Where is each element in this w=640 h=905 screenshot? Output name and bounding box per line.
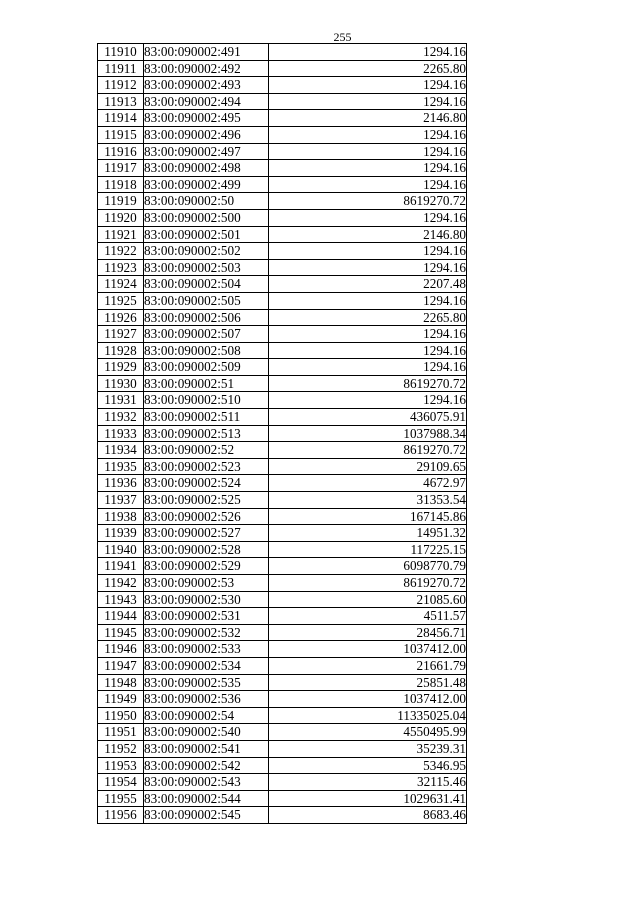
row-number-cell: 11950	[98, 707, 144, 724]
cadastral-number-cell: 83:00:090002:525	[144, 492, 269, 509]
row-number-cell: 11945	[98, 624, 144, 641]
row-number-cell: 11928	[98, 342, 144, 359]
cadastral-value-cell: 1294.16	[269, 160, 467, 177]
table-row	[98, 77, 467, 94]
cadastral-value-cell: 1037412.00	[269, 641, 467, 658]
cadastral-number-cell: 83:00:090002:542	[144, 757, 269, 774]
table-row	[98, 359, 467, 376]
cadastral-number-cell: 83:00:090002:535	[144, 674, 269, 691]
cadastral-value-cell: 35239.31	[269, 740, 467, 757]
cadastral-number-cell: 83:00:090002:503	[144, 259, 269, 276]
cadastral-value-cell: 8619270.72	[269, 442, 467, 459]
cadastral-number-cell: 83:00:090002:506	[144, 309, 269, 326]
table-row	[98, 707, 467, 724]
row-number-cell: 11940	[98, 541, 144, 558]
table-row	[98, 757, 467, 774]
cadastral-value-cell: 8619270.72	[269, 193, 467, 210]
cadastral-value-cell: 32115.46	[269, 774, 467, 791]
cadastral-number-cell: 83:00:090002:529	[144, 558, 269, 575]
table-row	[98, 608, 467, 625]
row-number-cell: 11916	[98, 143, 144, 160]
row-number-cell: 11929	[98, 359, 144, 376]
cadastral-value-cell: 6098770.79	[269, 558, 467, 575]
row-number-cell: 11912	[98, 77, 144, 94]
row-number-cell: 11914	[98, 110, 144, 127]
row-number-cell: 11926	[98, 309, 144, 326]
row-number-cell: 11930	[98, 375, 144, 392]
table-row	[98, 807, 467, 824]
cadastral-number-cell: 83:00:090002:528	[144, 541, 269, 558]
row-number-cell: 11924	[98, 276, 144, 293]
cadastral-number-cell: 83:00:090002:510	[144, 392, 269, 409]
table-row	[98, 541, 467, 558]
cadastral-value-cell: 1294.16	[269, 259, 467, 276]
table-row	[98, 392, 467, 409]
cadastral-value-cell: 1294.16	[269, 126, 467, 143]
table-row	[98, 375, 467, 392]
cadastral-number-cell: 83:00:090002:500	[144, 209, 269, 226]
cadastral-value-cell: 117225.15	[269, 541, 467, 558]
row-number-cell: 11956	[98, 807, 144, 824]
table-row	[98, 641, 467, 658]
table-row	[98, 176, 467, 193]
table-row	[98, 226, 467, 243]
cadastral-value-cell: 8683.46	[269, 807, 467, 824]
row-number-cell: 11951	[98, 724, 144, 741]
row-number-cell: 11941	[98, 558, 144, 575]
table-row	[98, 657, 467, 674]
table-row	[98, 110, 467, 127]
cadastral-number-cell: 83:00:090002:545	[144, 807, 269, 824]
cadastral-value-cell: 2207.48	[269, 276, 467, 293]
cadastral-number-cell: 83:00:090002:504	[144, 276, 269, 293]
table-row	[98, 575, 467, 592]
row-number-cell: 11947	[98, 657, 144, 674]
row-number-cell: 11949	[98, 691, 144, 708]
table-row	[98, 143, 467, 160]
table-row	[98, 525, 467, 542]
cadastral-number-cell: 83:00:090002:494	[144, 93, 269, 110]
table-row	[98, 209, 467, 226]
table-row	[98, 442, 467, 459]
table-row	[98, 309, 467, 326]
table-row	[98, 259, 467, 276]
cadastral-value-cell: 5346.95	[269, 757, 467, 774]
table-row	[98, 243, 467, 260]
cadastral-number-cell: 83:00:090002:524	[144, 475, 269, 492]
cadastral-value-cell: 14951.32	[269, 525, 467, 542]
row-number-cell: 11910	[98, 44, 144, 61]
cadastral-value-cell: 2265.80	[269, 309, 467, 326]
row-number-cell: 11954	[98, 774, 144, 791]
cadastral-number-cell: 83:00:090002:533	[144, 641, 269, 658]
cadastral-number-cell: 83:00:090002:541	[144, 740, 269, 757]
cadastral-value-cell: 4672.97	[269, 475, 467, 492]
table-row	[98, 691, 467, 708]
row-number-cell: 11953	[98, 757, 144, 774]
cadastral-number-cell: 83:00:090002:492	[144, 60, 269, 77]
table-row	[98, 425, 467, 442]
cadastral-value-cell: 1294.16	[269, 243, 467, 260]
cadastral-value-cell: 1294.16	[269, 44, 467, 61]
row-number-cell: 11935	[98, 458, 144, 475]
row-number-cell: 11952	[98, 740, 144, 757]
page-number: 255	[333, 30, 352, 44]
table-row	[98, 458, 467, 475]
cadastral-value-cell: 4511.57	[269, 608, 467, 625]
row-number-cell: 11931	[98, 392, 144, 409]
table-row	[98, 558, 467, 575]
cadastral-value-cell: 1029631.41	[269, 790, 467, 807]
row-number-cell: 11922	[98, 243, 144, 260]
cadastral-number-cell: 83:00:090002:513	[144, 425, 269, 442]
cadastral-number-cell: 83:00:090002:498	[144, 160, 269, 177]
cadastral-value-cell: 167145.86	[269, 508, 467, 525]
table-row	[98, 674, 467, 691]
row-number-cell: 11927	[98, 326, 144, 343]
cadastral-value-table	[97, 43, 467, 824]
cadastral-number-cell: 83:00:090002:523	[144, 458, 269, 475]
table-row	[98, 475, 467, 492]
row-number-cell: 11944	[98, 608, 144, 625]
table-row	[98, 492, 467, 509]
cadastral-value-cell: 25851.48	[269, 674, 467, 691]
cadastral-value-cell: 1294.16	[269, 209, 467, 226]
cadastral-value-cell: 28456.71	[269, 624, 467, 641]
cadastral-value-cell: 21661.79	[269, 657, 467, 674]
cadastral-number-cell: 83:00:090002:496	[144, 126, 269, 143]
cadastral-value-cell: 1037412.00	[269, 691, 467, 708]
row-number-cell: 11923	[98, 259, 144, 276]
cadastral-value-cell: 1037988.34	[269, 425, 467, 442]
row-number-cell: 11915	[98, 126, 144, 143]
cadastral-number-cell: 83:00:090002:509	[144, 359, 269, 376]
cadastral-number-cell: 83:00:090002:54	[144, 707, 269, 724]
table-row	[98, 342, 467, 359]
cadastral-value-cell: 8619270.72	[269, 375, 467, 392]
table-row	[98, 774, 467, 791]
row-number-cell: 11946	[98, 641, 144, 658]
cadastral-value-cell: 1294.16	[269, 392, 467, 409]
cadastral-value-cell: 436075.91	[269, 409, 467, 426]
table-row	[98, 326, 467, 343]
cadastral-value-cell: 2146.80	[269, 110, 467, 127]
cadastral-number-cell: 83:00:090002:51	[144, 375, 269, 392]
cadastral-number-cell: 83:00:090002:526	[144, 508, 269, 525]
cadastral-number-cell: 83:00:090002:53	[144, 575, 269, 592]
row-number-cell: 11939	[98, 525, 144, 542]
cadastral-value-cell: 1294.16	[269, 93, 467, 110]
table-row	[98, 409, 467, 426]
cadastral-number-cell: 83:00:090002:530	[144, 591, 269, 608]
row-number-cell: 11921	[98, 226, 144, 243]
cadastral-value-cell: 1294.16	[269, 176, 467, 193]
cadastral-number-cell: 83:00:090002:532	[144, 624, 269, 641]
table-row	[98, 193, 467, 210]
cadastral-number-cell: 83:00:090002:50	[144, 193, 269, 210]
cadastral-number-cell: 83:00:090002:493	[144, 77, 269, 94]
cadastral-value-cell: 1294.16	[269, 143, 467, 160]
row-number-cell: 11920	[98, 209, 144, 226]
row-number-cell: 11948	[98, 674, 144, 691]
row-number-cell: 11942	[98, 575, 144, 592]
table-row	[98, 126, 467, 143]
cadastral-number-cell: 83:00:090002:507	[144, 326, 269, 343]
row-number-cell: 11938	[98, 508, 144, 525]
row-number-cell: 11936	[98, 475, 144, 492]
row-number-cell: 11955	[98, 790, 144, 807]
cadastral-value-cell: 21085.60	[269, 591, 467, 608]
table-row	[98, 292, 467, 309]
cadastral-number-cell: 83:00:090002:499	[144, 176, 269, 193]
table-row	[98, 44, 467, 61]
row-number-cell: 11943	[98, 591, 144, 608]
table-body	[98, 44, 467, 824]
cadastral-value-cell: 1294.16	[269, 77, 467, 94]
table-row	[98, 740, 467, 757]
cadastral-value-cell: 2265.80	[269, 60, 467, 77]
cadastral-number-cell: 83:00:090002:501	[144, 226, 269, 243]
table-row	[98, 508, 467, 525]
table-row	[98, 60, 467, 77]
row-number-cell: 11925	[98, 292, 144, 309]
cadastral-number-cell: 83:00:090002:540	[144, 724, 269, 741]
cadastral-value-cell: 29109.65	[269, 458, 467, 475]
cadastral-number-cell: 83:00:090002:534	[144, 657, 269, 674]
cadastral-number-cell: 83:00:090002:543	[144, 774, 269, 791]
table-row	[98, 724, 467, 741]
cadastral-number-cell: 83:00:090002:531	[144, 608, 269, 625]
table-row	[98, 591, 467, 608]
cadastral-number-cell: 83:00:090002:544	[144, 790, 269, 807]
row-number-cell: 11919	[98, 193, 144, 210]
row-number-cell: 11918	[98, 176, 144, 193]
cadastral-value-cell: 1294.16	[269, 359, 467, 376]
table-row	[98, 93, 467, 110]
cadastral-number-cell: 83:00:090002:508	[144, 342, 269, 359]
cadastral-number-cell: 83:00:090002:505	[144, 292, 269, 309]
cadastral-value-cell: 1294.16	[269, 292, 467, 309]
row-number-cell: 11911	[98, 60, 144, 77]
cadastral-number-cell: 83:00:090002:491	[144, 44, 269, 61]
table-row	[98, 624, 467, 641]
cadastral-value-cell: 1294.16	[269, 342, 467, 359]
row-number-cell: 11934	[98, 442, 144, 459]
row-number-cell: 11933	[98, 425, 144, 442]
cadastral-number-cell: 83:00:090002:502	[144, 243, 269, 260]
cadastral-value-cell: 4550495.99	[269, 724, 467, 741]
cadastral-value-cell: 31353.54	[269, 492, 467, 509]
cadastral-value-cell: 1294.16	[269, 326, 467, 343]
cadastral-number-cell: 83:00:090002:497	[144, 143, 269, 160]
table-row	[98, 160, 467, 177]
cadastral-number-cell: 83:00:090002:536	[144, 691, 269, 708]
cadastral-number-cell: 83:00:090002:52	[144, 442, 269, 459]
row-number-cell: 11917	[98, 160, 144, 177]
cadastral-value-cell: 11335025.04	[269, 707, 467, 724]
table-row	[98, 276, 467, 293]
cadastral-value-cell: 8619270.72	[269, 575, 467, 592]
cadastral-number-cell: 83:00:090002:527	[144, 525, 269, 542]
row-number-cell: 11913	[98, 93, 144, 110]
cadastral-number-cell: 83:00:090002:511	[144, 409, 269, 426]
table-row	[98, 790, 467, 807]
row-number-cell: 11932	[98, 409, 144, 426]
cadastral-number-cell: 83:00:090002:495	[144, 110, 269, 127]
cadastral-value-cell: 2146.80	[269, 226, 467, 243]
row-number-cell: 11937	[98, 492, 144, 509]
